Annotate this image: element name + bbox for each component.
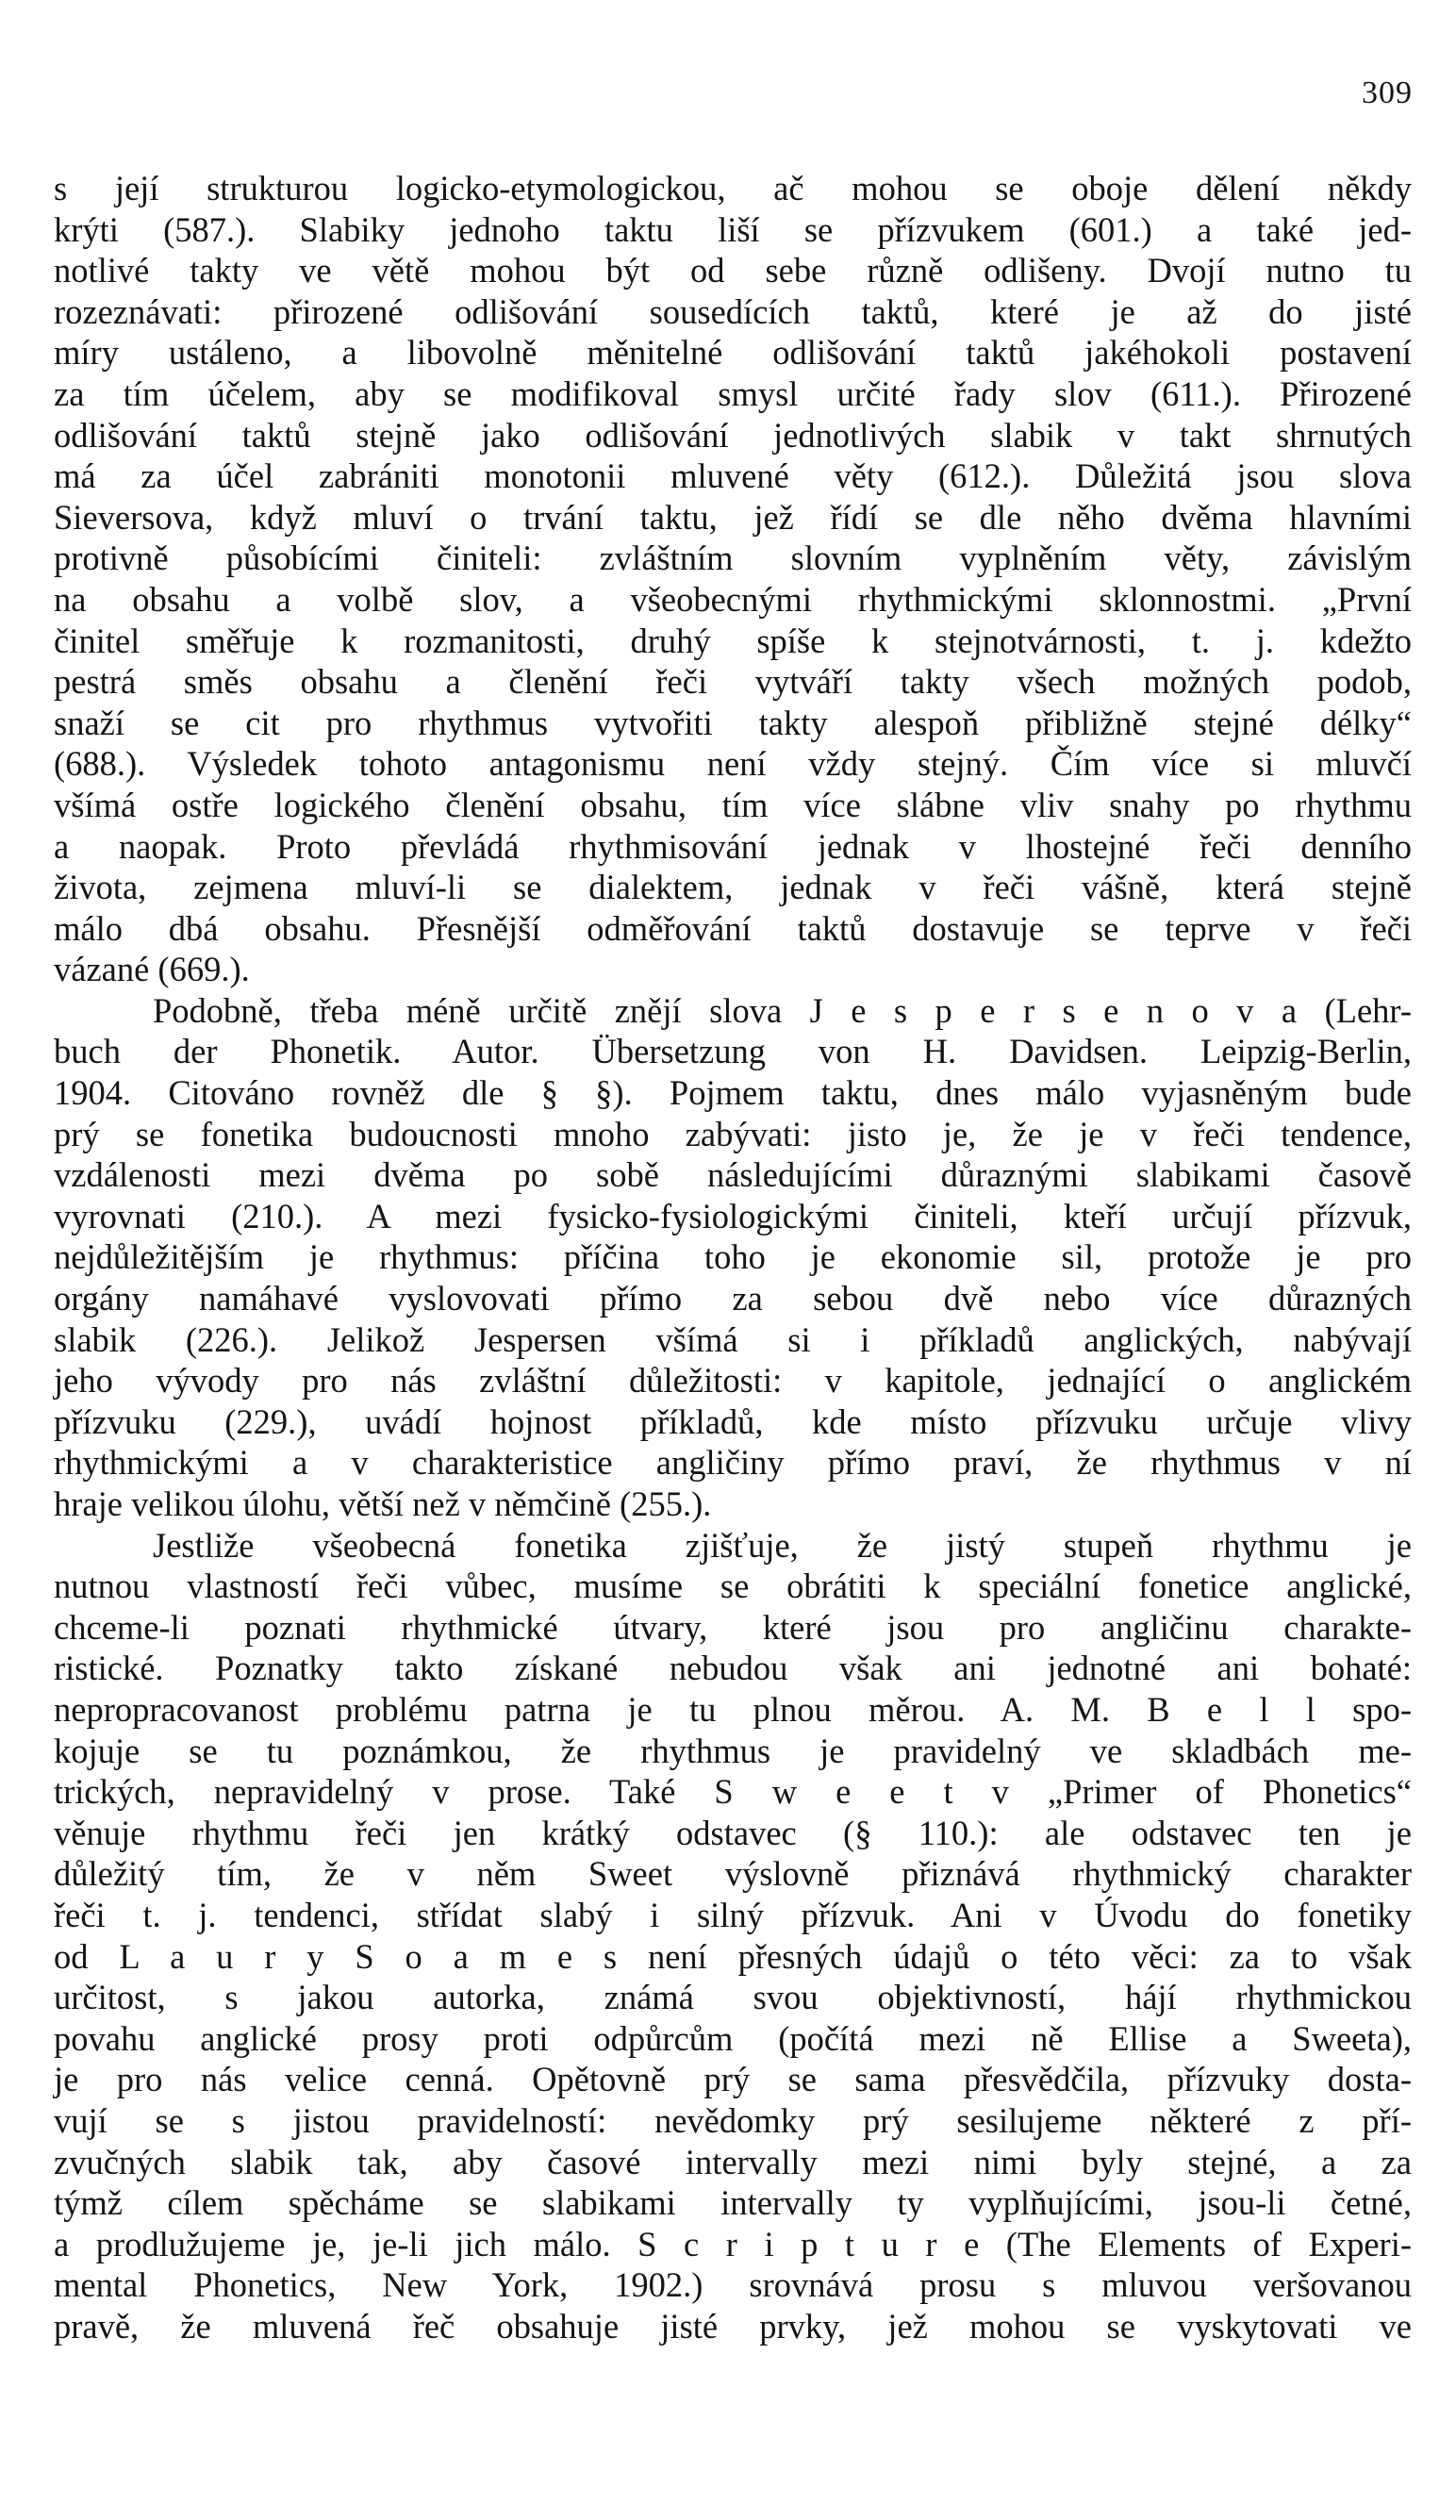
- text-line: ristické. Poznatky takto získané nebudou však ani jednotné ani bohaté:: [54, 1649, 1412, 1688]
- text-line: věnuje rhythmu řeči jen krátký odstavec (§ 110.): ale odstavec ten je: [54, 1813, 1412, 1852]
- paragraph: [54, 990, 1412, 1525]
- text-line: prý se fonetika budoucnosti mnoho zabývati: jisto je, že je v řeči tendence,: [54, 1114, 1412, 1153]
- text-line: snaží se cit pro rhythmus vytvořiti takty alespoň přibližně stejné délky“: [54, 703, 1412, 742]
- text-line: míry ustáleno, a libovolně měnitelné odlišování taktů jakéhokoli postavení: [54, 333, 1412, 373]
- text-line: s její strukturou logicko-etymologickou, ač mohou se oboje dělení někdy: [54, 169, 1412, 207]
- body-text: [54, 168, 1412, 2346]
- text-line: orgány namáhavé vyslovovati přímo za sebou dvě nebo více důrazných: [54, 1279, 1412, 1318]
- text-line: a naopak. Proto převládá rhythmisování jednak v lhostejné řeči denního: [54, 826, 1412, 866]
- text-line: všímá ostře logického členění obsahu, tím více slábne vliv snahy po rhythmu: [54, 785, 1412, 824]
- text-line: kojuje se tu poznámkou, že rhythmus je pravidelný ve skladbách me-: [54, 1731, 1412, 1770]
- text-line: má za účel zabrániti monotonii mluvené věty (612.). Důležitá jsou slova: [54, 456, 1412, 496]
- text-line: řeči t. j. tendenci, střídat slabý i silný přízvuk. Ani v Úvodu do fonetiky: [54, 1895, 1412, 1934]
- text-line: vyrovnati (210.). A mezi fysicko-fysiologickými činiteli, kteří určují přízvuk,: [54, 1196, 1412, 1235]
- text-line: Podobně, třeba méně určitě znějí slova J e s p e r s e n o v a (Lehr-: [153, 990, 1412, 1030]
- text-line: rhythmickými a v charakteristice angličiny přímo praví, že rhythmus v ní: [54, 1443, 1412, 1483]
- text-line: důležitý tím, že v něm Sweet výslovně přiznává rhythmický charakter: [54, 1854, 1412, 1894]
- text-line: života, zejmena mluví-li se dialektem, jednak v řeči vášně, která stejně: [54, 868, 1412, 907]
- text-line: (688.). Výsledek tohoto antagonismu není vždy stejný. Čím více si mluvčí: [54, 744, 1412, 784]
- text-line: nejdůležitějším je rhythmus: příčina toho je ekonomie sil, protože je pro: [54, 1237, 1412, 1277]
- text-line: nepropracovanost problému patrna je tu plnou měrou. A. M. B e l l spo-: [54, 1689, 1412, 1729]
- text-line: jeho vývody pro nás zvláštní důležitosti: v kapitole, jednající o anglickém: [54, 1361, 1412, 1401]
- text-line: na obsahu a volbě slov, a všeobecnými rhythmickými sklonnostmi. „První: [54, 579, 1412, 619]
- text-line: a prodlužujeme je, je-li jich málo. S c r i p t u r e (The Elements of Experi-: [54, 2224, 1412, 2263]
- text-line: od L a u r y S o a m e s není přesných údajů o této věci: za to však: [54, 1936, 1412, 1976]
- text-line: Jestliže všeobecná fonetika zjišťuje, že jistý stupeň rhythmu je: [153, 1525, 1412, 1565]
- text-line: týmž cílem spěcháme se slabikami intervally ty vyplňujícími, jsou-li četné,: [54, 2183, 1412, 2223]
- text-line: vázané (669.).: [54, 950, 250, 989]
- text-line: pestrá směs obsahu a členění řeči vytváří takty všech možných podob,: [54, 662, 1412, 702]
- text-line: nutnou vlastností řeči vůbec, musíme se obrátiti k speciální fonetice anglické,: [54, 1567, 1412, 1606]
- paragraph: [54, 168, 1412, 990]
- text-line: určitost, s jakou autorka, známá svou objektivností, hájí rhythmickou: [54, 1978, 1412, 2017]
- text-line: málo dbá obsahu. Přesnější odměřování taktů dostavuje se teprve v řeči: [54, 908, 1412, 948]
- text-line: rozeznávati: přirozené odlišování sousedících taktů, které je až do jisté: [54, 291, 1412, 331]
- text-line: vují se s jistou pravidelností: nevědomky prý sesilujeme některé z pří-: [54, 2100, 1412, 2140]
- text-line: přízvuku (229.), uvádí hojnost příkladů, kde místo přízvuku určuje vlivy: [54, 1401, 1412, 1441]
- text-line: činitel směřuje k rozmanitosti, druhý spíše k stejnotvárnosti, t. j. kdežto: [54, 621, 1412, 660]
- page-number: 309: [1362, 75, 1413, 110]
- text-line: notlivé takty ve větě mohou být od sebe různě odlišeny. Dvojí nutno tu: [54, 251, 1412, 290]
- text-line: povahu anglické prosy proti odpůrcům (počítá mezi ně Ellise a Sweeta),: [54, 2018, 1412, 2058]
- text-line: za tím účelem, aby se modifikoval smysl určité řady slov (611.). Přirozené: [54, 373, 1412, 413]
- text-line: vzdálenosti mezi dvěma po sobě následujícími důraznými slabikami časově: [54, 1155, 1412, 1195]
- text-line: chceme-li poznati rhythmické útvary, které jsou pro angličinu charakte-: [54, 1607, 1412, 1647]
- text-line: odlišování taktů stejně jako odlišování jednotlivých slabik v takt shrnutých: [54, 415, 1412, 455]
- text-line: hraje velikou úlohu, větší než v němčině (255.).: [54, 1484, 712, 1523]
- paragraph: [54, 1525, 1412, 2347]
- text-line: Sieversova, když mluví o trvání taktu, jež řídí se dle něho dvěma hlavními: [54, 497, 1412, 537]
- text-line: buch der Phonetik. Autor. Übersetzung von H. Davidsen. Leipzig-Berlin,: [54, 1032, 1412, 1071]
- text-line: slabik (226.). Jelikož Jespersen všímá si i příkladů anglických, nabývají: [54, 1319, 1412, 1359]
- text-line: je pro nás velice cenná. Opětovně prý se sama přesvědčila, přízvuky dosta-: [54, 2060, 1412, 2099]
- text-line: 1904. Citováno rovněž dle § §). Pojmem taktu, dnes málo vyjasněným bude: [54, 1073, 1412, 1113]
- text-line: zvučných slabik tak, aby časové intervally mezi nimi byly stejné, a za: [54, 2142, 1412, 2181]
- text-line: pravě, že mluvená řeč obsahuje jisté prvky, jež mohou se vyskytovati ve: [54, 2306, 1412, 2346]
- text-line: krýti (587.). Slabiky jednoho taktu liší se přízvukem (601.) a také jed-: [54, 209, 1412, 249]
- text-line: mental Phonetics, New York, 1902.) srovnává prosu s mluvou veršovanou: [54, 2265, 1412, 2305]
- text-line: trických, nepravidelný v prose. Také S w e e t v „Primer of Phonetics“: [54, 1772, 1412, 1812]
- text-line: protivně působícími činiteli: zvláštním slovním vyplněním věty, závislým: [54, 539, 1412, 578]
